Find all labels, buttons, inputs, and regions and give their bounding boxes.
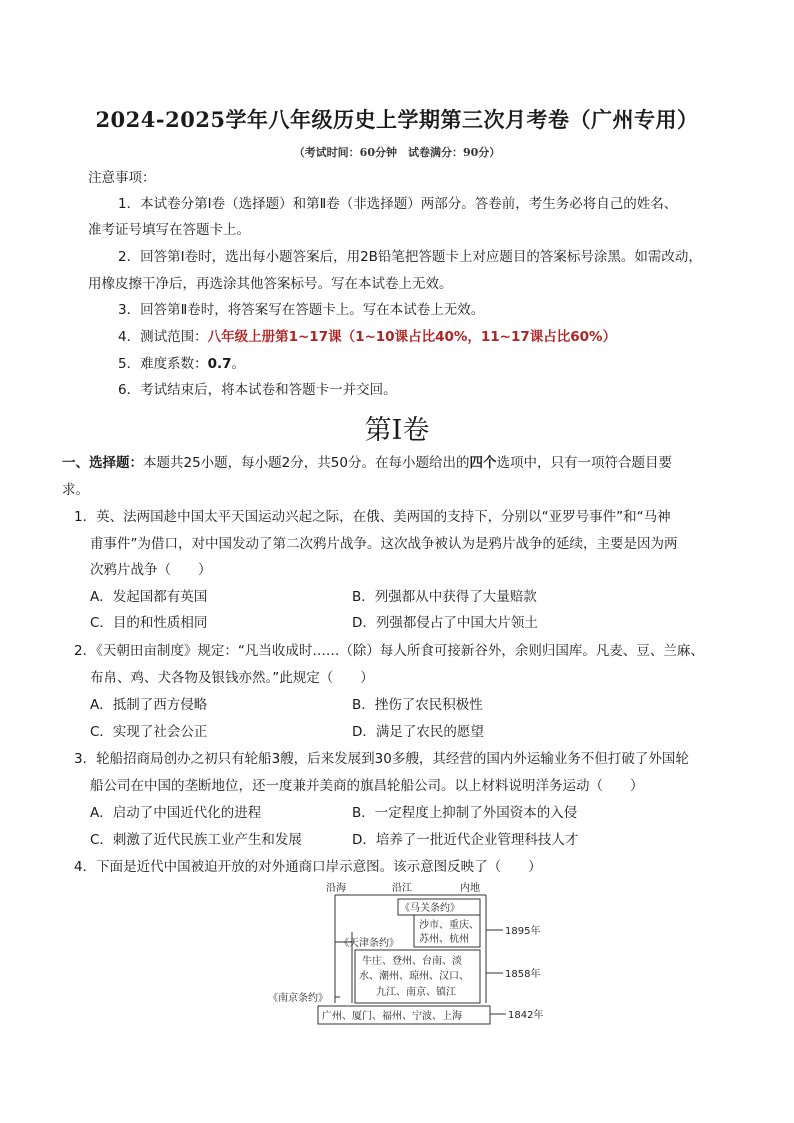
- q1-option-b[interactable]: B．列强都从中获得了大量赔款: [352, 589, 537, 605]
- q2-stem-line-2: 布帛、鸡、犬各物及银钱亦然。”此规定（ ）: [90, 670, 374, 686]
- section-text-1: 本题共25小题，每小题2分，共50分。在每小题给出的: [143, 455, 470, 471]
- section-text-2: 选项中，只有一项符合题目要: [496, 455, 672, 471]
- year-1895: 1895年: [505, 926, 541, 937]
- section-label: 一、选择题：: [62, 455, 143, 471]
- ports-1858-line-3: 九江、南京、镇江: [376, 987, 456, 998]
- q3-stem-line-1: 3．轮船招商局创办之初只有轮船3艘，后来发展到30多艘，其经营的国内外运输业务不但打破了外国轮: [74, 751, 689, 767]
- q1-stem-line-3: 次鸦片战争（ ）: [90, 562, 212, 578]
- q3-option-c[interactable]: C．刺激了近代民族工业产生和发展: [90, 832, 302, 848]
- col-label-river: 沿江: [392, 883, 412, 894]
- year-1842: 1842年: [508, 1010, 544, 1021]
- note-5-prefix: 5．难度系数：: [118, 356, 208, 372]
- note-5-value: 0.7: [207, 356, 232, 372]
- q1-stem-line-1: 1．英、法两国趁中国太平天国运动兴起之际，在俄、美两国的支持下，分别以“亚罗号事件”和“马神: [74, 509, 671, 525]
- q2-option-d[interactable]: D．满足了农民的愿望: [352, 724, 484, 740]
- ports-1895-line-2: 苏州、杭州: [419, 934, 469, 945]
- note-4-prefix: 4．测试范围：: [118, 329, 208, 345]
- q4-stem-line-1: 4．下面是近代中国被迫开放的对外通商口岸示意图。该示意图反映了（ ）: [74, 859, 542, 875]
- q1-stem-line-2: 甫事件”为借口，对中国发动了第二次鸦片战争。这次战争被认为是鸦片战争的延续，主要是因为两: [90, 536, 678, 552]
- notes-heading: 注意事项：: [88, 170, 156, 186]
- q1-option-d[interactable]: D．列强都侵占了中国大片领土: [352, 615, 538, 631]
- year-1858: 1858年: [505, 969, 541, 980]
- col-label-inland: 内地: [460, 883, 480, 894]
- q1-option-a[interactable]: A．发起国都有英国: [90, 589, 208, 605]
- ports-1842: 广州、厦门、福州、宁波、上海: [322, 1011, 462, 1022]
- note-3: 3．回答第Ⅱ卷时，将答案写在答题卡上。写在本试卷上无效。: [118, 302, 485, 318]
- note-6: 6．考试结束后，将本试卷和答题卡一并交回。: [118, 382, 397, 398]
- exam-title: 2024-2025学年八年级历史上学期第三次月考卷（广州专用）: [95, 107, 699, 132]
- col-label-coast: 沿海: [326, 883, 346, 894]
- section-instruction-line-2: 求。: [62, 482, 89, 498]
- exam-subtitle: （考试时间：60分钟 试卷满分：90分）: [293, 146, 501, 159]
- ports-1858-line-2: 水、潮州、琼州、汉口、: [359, 971, 469, 982]
- q2-option-a[interactable]: A．抵制了西方侵略: [90, 697, 208, 713]
- treaty-nanjing: 《南京条约》: [268, 993, 328, 1004]
- q3-stem-line-2: 船公司在中国的垄断地位，还一度兼并美商的旗昌轮船公司。以上材料说明洋务运动（ ）: [90, 778, 644, 794]
- q1-option-c[interactable]: C．目的和性质相同: [90, 615, 208, 631]
- q3-option-d[interactable]: D．培养了一批近代企业管理科技人才: [352, 832, 579, 848]
- ports-1895-line-1: 沙市、重庆、: [419, 920, 479, 931]
- q2-option-b[interactable]: B．挫伤了农民积极性: [352, 697, 483, 713]
- note-4-scope: 八年级上册第1~17课（1~10课占比40%，11~17课占比60%）: [207, 329, 617, 345]
- note-2-line-1: 2．回答第Ⅰ卷时，选出每小题答案后，用2B铅笔把答题卡上对应题目的答案标号涂黑。如需改动，: [118, 249, 702, 265]
- treaty-maguan: 《马关条约》: [400, 903, 460, 914]
- q2-stem-line-1: 2．《天朝田亩制度》规定：“凡当收成时……（除）每人所食可接新谷外，余则归国库。凡麦、豆、兰麻、: [74, 643, 704, 659]
- ports-1858-line-1: 牛庄、登州、台南、淡: [362, 956, 462, 967]
- q3-option-a[interactable]: A．启动了中国近代化的进程: [90, 805, 262, 821]
- q2-option-c[interactable]: C．实现了社会公正: [90, 724, 208, 740]
- section-emphasis: 四个: [469, 455, 497, 471]
- note-5-suffix: 。: [231, 356, 246, 372]
- note-1-line-2: 准考证号填写在答题卡上。: [88, 222, 250, 238]
- note-1-line-1: 1．本试卷分第Ⅰ卷（选择题）和第Ⅱ卷（非选择题）两部分。答卷前，考生务必将自己的姓名、: [118, 196, 678, 212]
- q3-option-b[interactable]: B．一定程度上抑制了外国资本的入侵: [352, 805, 578, 821]
- note-2-line-2: 用橡皮擦干净后，再选涂其他答案标号。写在本试卷上无效。: [88, 276, 453, 292]
- volume-heading: 第Ⅰ卷: [364, 415, 430, 446]
- treaty-tianjin: 《天津条约》: [339, 938, 399, 949]
